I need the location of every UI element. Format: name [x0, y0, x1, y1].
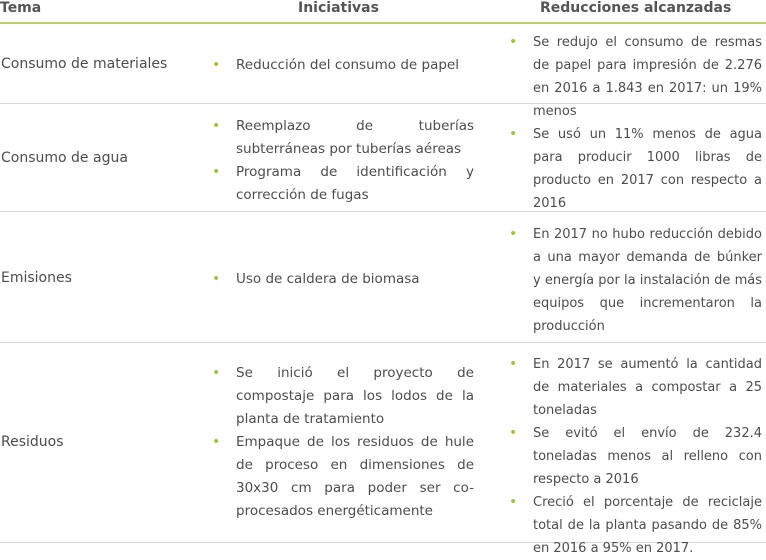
table-row — [0, 104, 766, 212]
list-item: • Programa de identificación y corrección de fugas — [212, 161, 474, 207]
list-item: • Se evitó el envío de 232.4 toneladas menos al relleno con respecto a 2016 — [509, 422, 762, 491]
reducciones-list — [509, 223, 762, 338]
iniciativas-list — [212, 115, 474, 207]
reducciones-list — [509, 353, 762, 560]
table-row — [0, 343, 766, 556]
list-item: • Empaque de los residuos de hule de proceso en dimensiones de 30x30 cm para poder ser co-procesados energéticamente — [212, 431, 474, 523]
iniciativas-list — [212, 54, 474, 77]
table-row — [0, 212, 766, 343]
tema-cell: Residuos — [1, 434, 64, 450]
iniciativas-list — [212, 268, 474, 291]
list-item: • Creció el porcentaje de reciclaje total de la planta pasando de 85% en 2016 a 95% en 2017. — [509, 491, 762, 560]
tema-cell: Emisiones — [1, 270, 72, 286]
list-item: • Reducción del consumo de papel — [212, 54, 474, 77]
header-tema: Tema — [0, 0, 42, 16]
tema-cell: Consumo de materiales — [1, 56, 168, 72]
header-reducciones: Reducciones alcanzadas — [540, 0, 732, 16]
tema-cell: Consumo de agua — [1, 150, 128, 166]
list-item: • En 2017 se aumentó la cantidad de materiales a compostar a 25 toneladas — [509, 353, 762, 422]
list-item: • Se inició el proyecto de compostaje para los lodos de la planta de tratamiento — [212, 362, 474, 431]
list-item: • En 2017 no hubo reducción debido a una mayor demanda de búnker y energía por la instalación de más equipos que incrementaron la producción — [509, 223, 762, 338]
table-row — [0, 24, 766, 119]
reducciones-list — [509, 123, 762, 215]
list-item: • Reemplazo de tuberías subterráneas por tuberías aéreas — [212, 115, 474, 161]
list-item: • Se redujo el consumo de resmas de papel para impresión de 2.276 en 2016 a 1.843 en 2017: un 19% menos — [509, 31, 762, 123]
list-item: • Uso de caldera de biomasa — [212, 268, 474, 291]
header-iniciativas: Iniciativas — [298, 0, 379, 16]
table-header — [0, 0, 766, 24]
iniciativas-list — [212, 362, 474, 523]
list-item: • Se usó un 11% menos de agua para producir 1000 libras de producto en 2017 con respecto a 2016 — [509, 123, 762, 215]
